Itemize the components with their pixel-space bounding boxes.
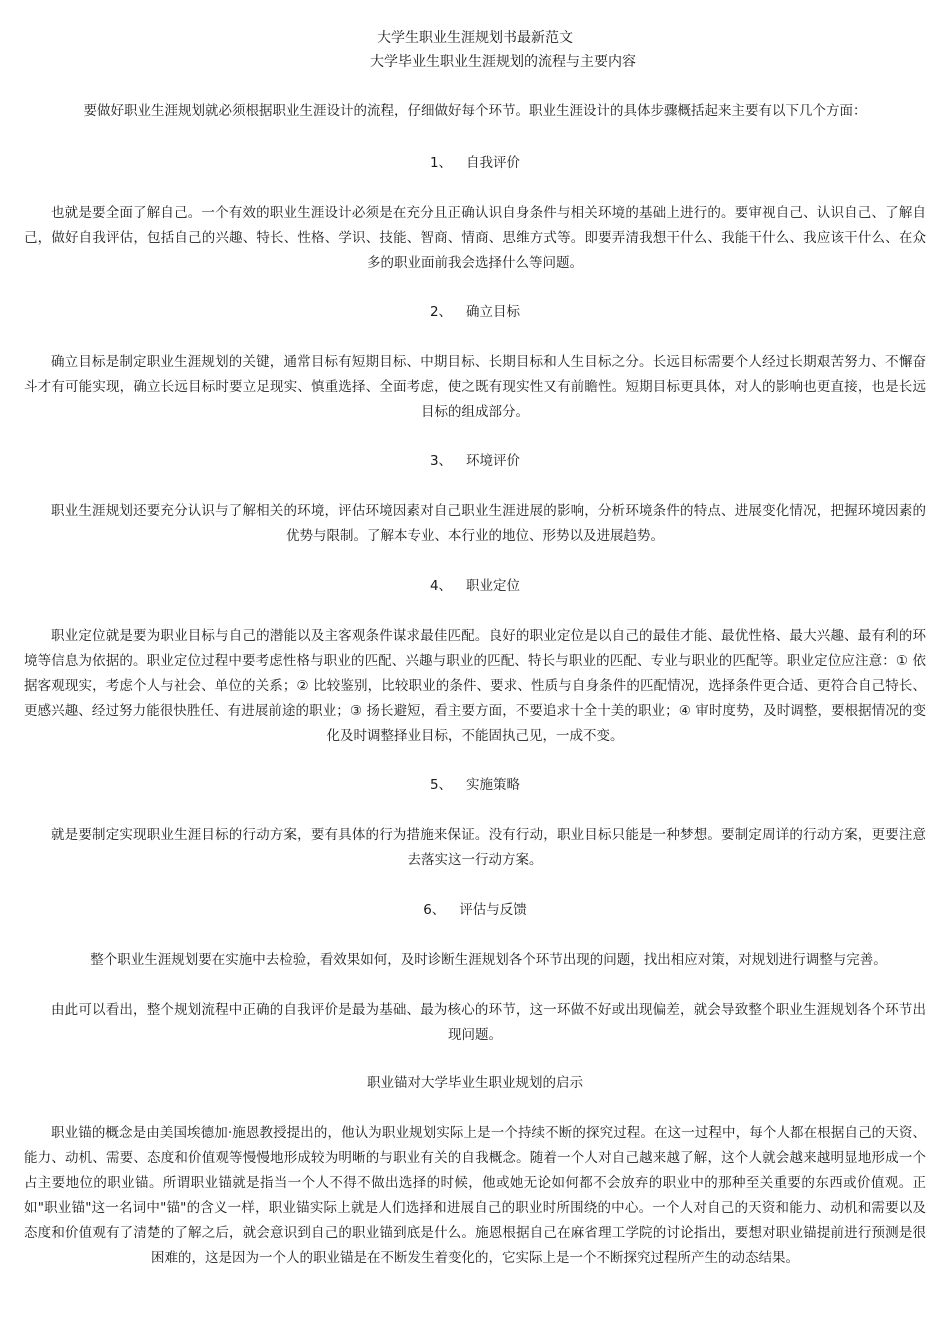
section-title: 确立目标 (466, 304, 521, 320)
section-heading-4 (0, 576, 950, 596)
section-title: 评估与反馈 (459, 902, 527, 918)
section-number: 4、 (429, 578, 453, 594)
section-title: 环境评价 (466, 453, 521, 469)
section-heading-5 (0, 775, 950, 795)
section-number: 3、 (429, 453, 453, 469)
section-title: 实施策略 (466, 777, 521, 793)
section-body-2: 确立目标是制定职业生涯规划的关键，通常目标有短期目标、中期目标、长期目标和人生目标之分。长远目标需要个人经过长期艰苦努力、不懈奋斗才有可能实现，确立长远目标时要立足现实、慎重选择、全面考虑，使之既有现实性又有前瞻性。短期目标更具体，对人的影响也更直接，也是长远目标的组成部分。 (24, 354, 926, 420)
document-title: 大学生职业生涯规划书最新范文 (377, 30, 573, 46)
section-heading-3 (0, 451, 950, 471)
document-subtitle: 大学毕业生职业生涯规划的流程与主要内容 (370, 54, 636, 70)
section-heading-6 (0, 900, 950, 920)
section-body-3: 职业生涯规划还要充分认识与了解相关的环境，评估环境因素对自己职业生涯进展的影响，分析环境条件的特点、进展变化情况，把握环境因素的优势与限制。了解本专业、本行业的地位、形势以及进展趋势。 (51, 503, 926, 544)
section-body-6: 整个职业生涯规划要在实施中去检验，看效果如何，及时诊断生涯规划各个环节出现的问题，找出相应对策，对规划进行调整与完善。 (90, 952, 887, 968)
section-body-5: 就是要制定实现职业生涯目标的行动方案，要有具体的行为措施来保证。没有行动，职业目标只能是一种梦想。要制定周详的行动方案，更要注意去落实这一行动方案。 (51, 827, 926, 868)
section-number: 2、 (429, 304, 453, 320)
section-body-4: 职业定位就是要为职业目标与自己的潜能以及主客观条件谋求最佳匹配。良好的职业定位是以自己的最佳才能、最优性格、最大兴趣、最有利的环境等信息为依据的。职业定位过程中要考虑性格与职业的匹配、兴趣与职业的匹配、特长与职业的匹配、专业与职业的匹配等。职业定位应注意：① 依据客观现实，考虑个人与社会、单位的关系；② 比较鉴别，比较职业的条件、要求、性质与自身条件的匹配情况，选择条件更合适、更符合自己特长、更感兴趣、经过努力能很快胜任、有进展前途的职业；③ 扬长避短，看主要方面，不要追求十全十美的职业；④ 审时度势，及时调整，要根据情况的变化及时调整择业目标，不能固执己见，一成不变。 (24, 628, 926, 744)
section-body-1: 也就是要全面了解自己。一个有效的职业生涯设计必须是在充分且正确认识自身条件与相关环境的基础上进行的。要审视自己、认识自己、了解自己，做好自我评估，包括自己的兴趣、特长、性格、学识、技能、智商、情商、思维方式等。即要弄清我想干什么、我能干什么、我应该干什么、在众多的职业面前我会选择什么等问题。 (24, 205, 926, 271)
conclusion-paragraph: 由此可以看出，整个规划流程中正确的自我评价是最为基础、最为核心的环节，这一环做不好或出现偏差，就会导致整个职业生涯规划各个环节出现问题。 (51, 1002, 926, 1043)
anchor-section-heading: 职业锚对大学毕业生职业规划的启示 (367, 1075, 583, 1091)
anchor-section-body: 职业锚的概念是由美国埃德加·施恩教授提出的，他认为职业规划实际上是一个持续不断的探究过程。在这一过程中，每个人都在根据自己的天资、能力、动机、需要、态度和价值观等慢慢地形成较为明晰的与职业有关的自我概念。随着一个人对自己越来越了解，这个人就会越来越明显地形成一个占主要地位的职业锚。所谓职业锚就是指当一个人不得不做出选择的时候，他或她无论如何都不会放弃的职业中的那种至关重要的东西或价值观。正如"职业锚"这一名词中"锚"的含义一样，职业锚实际上就是人们选择和进展自己的职业时所围绕的中心。一个人对自己的天资和能力、动机和需要以及态度和价值观有了清楚的了解之后，就会意识到自己的职业锚到底是什么。施恩根据自己在麻省理工学院的讨论指出，要想对职业锚提前进行预测是很困难的，这是因为一个人的职业锚是在不断发生着变化的，它实际上是一个不断探究过程所产生的动态结果。 (24, 1125, 926, 1266)
intro-paragraph: 要做好职业生涯规划就必须根据职业生涯设计的流程，仔细做好每个环节。职业生涯设计的具体步骤概括起来主要有以下几个方面： (83, 103, 867, 119)
section-number: 6、 (423, 902, 446, 918)
section-number: 5、 (429, 777, 453, 793)
section-title: 自我评价 (466, 155, 521, 171)
section-number: 1、 (429, 155, 453, 171)
section-heading-1 (0, 153, 950, 173)
section-heading-2 (0, 302, 950, 322)
section-title: 职业定位 (466, 578, 521, 594)
